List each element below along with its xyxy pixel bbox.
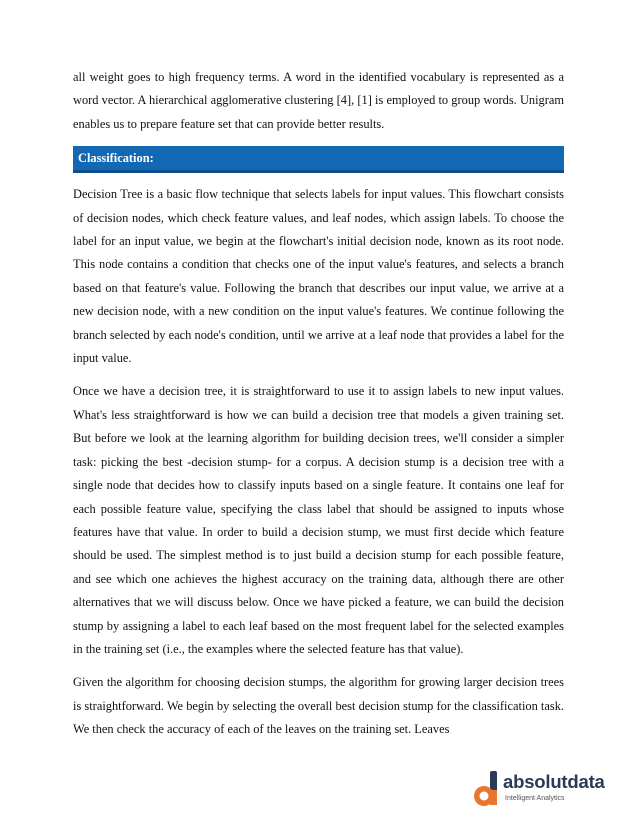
body-paragraph-3: Given the algorithm for choosing decision stumps, the algorithm for growing larger decision trees is straightforward. We begin by selecting the overall best decision stump for the classification task. We then check the accuracy of each of the leaves on the training set. Leaves [73, 675, 564, 737]
logo-tagline: Intelligent Analytics [505, 795, 565, 802]
body-paragraph-2: Once we have a decision tree, it is straightforward to use it to assign labels to new input values. What's less straightforward is how we can build a decision tree that models a given training set. But before we look at the learning algorithm for building decision trees, we'll consider a simpler task: picking the best -decision stump- for a corpus. A decision stump is a decision tree with a single node that decides how to classify inputs based on a single feature. It contains one leaf for each possible feature value, specifying the class label that should be assigned to inputs whose features have that value. In order to build a decision stump, we must first decide which feature should be used. The simplest method is to just build a decision stump for each possible feature, and see which one achieves the highest accuracy on the training data, although there are other alternatives that we will discuss below. Once we have picked a feature, we can build the decision stump by assigning a label to each leaf based on the most frequent label for the selected examples in the training set (i.e., the examples where the selected feature has that value). [73, 384, 564, 656]
section-header-classification: Classification: [73, 146, 564, 173]
logo-wordmark: absolutdata [503, 771, 605, 792]
body-paragraph-1: Decision Tree is a basic flow technique that selects labels for input values. This flowchart consists of decision nodes, which check feature values, and leaf nodes, which assign labels. To choose the label for an input value, we begin at the flowchart's initial decision node, known as its root node. This node contains a condition that checks one of the input value's features, and selects a branch based on that feature's value. Following the branch that describes our input value, we arrive at a new decision node, with a new condition on the input value's features. We continue following the branch selected by each node's condition, until we arrive at a leaf node that provides a label for the input value. [73, 187, 564, 366]
page-content [73, 66, 564, 752]
intro-paragraph: all weight goes to high frequency terms. A word in the identified vocabulary is represented as a word vector. A hierarchical agglomerative clustering [4], [1] is employed to group words. Unigram enables us to prepare feature set that can provide better results. [73, 70, 564, 131]
